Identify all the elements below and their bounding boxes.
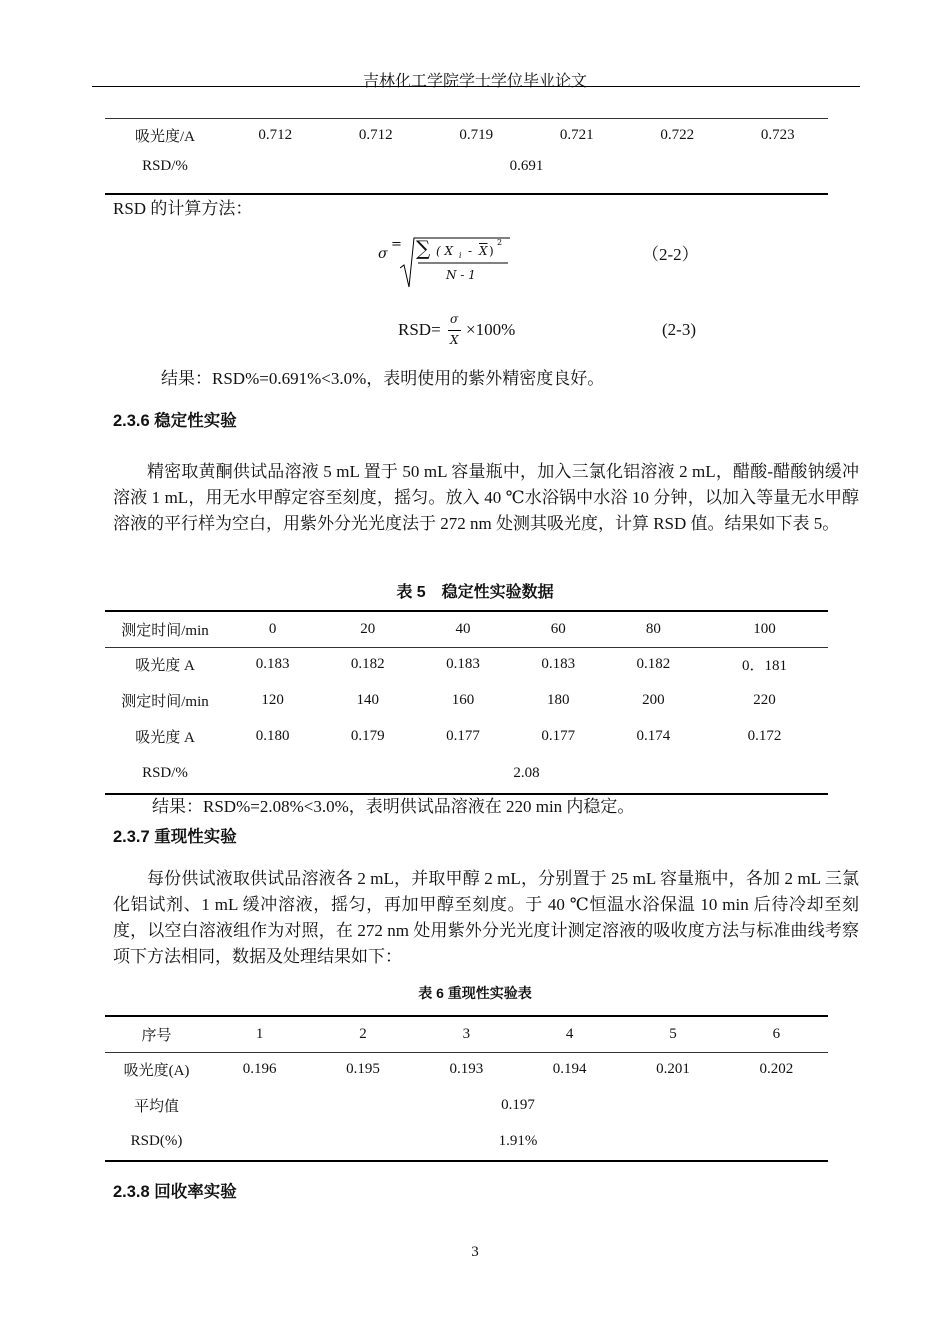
table-cell: 140 xyxy=(356,691,380,708)
table-cell: 序号 xyxy=(105,1016,208,1052)
table-cell: 0.201 xyxy=(656,1061,690,1078)
table-cell: 0.194 xyxy=(552,1061,587,1078)
table-cell: 0.721 xyxy=(527,119,628,152)
section-heading: 2.3.8 回收率实验 xyxy=(113,1183,237,1201)
table-cell: 0 xyxy=(225,611,320,647)
table-cell: 100 xyxy=(701,611,828,647)
table-cell: 0.712 xyxy=(225,119,326,152)
table-row xyxy=(105,647,828,682)
stability-paragraph: 精密取黄酮供试品溶液 5 mL 置于 50 mL 容量瓶中，加入三氯化铝溶液 2 mL，醋酸-醋酸钠缓冲溶液 1 mL，用无水甲醇定容至刻度，摇匀。放入 40 ℃水浴锅中水浴 10 分钟，以加入等量无水甲醇溶液的平行样为空白，用紫外分光光度法于 272 nm 处测其吸光度，计算 RSD 值。结果如下表 5。 xyxy=(113,462,859,533)
precision-result: 结果：RSD%=0.691%<3.0%，表明使用的紫外精密度良好。 xyxy=(161,369,605,388)
formula-xbar: $\overline{X}$ xyxy=(479,244,488,258)
table-cell: 2.08 xyxy=(225,754,828,794)
table-cell: 1 xyxy=(208,1016,311,1052)
reproducibility-table xyxy=(105,1015,828,1162)
rsd-fraction xyxy=(447,312,463,352)
fraction-denominator: X xyxy=(450,333,459,347)
table-cell: 3 xyxy=(415,1016,518,1052)
page-number: 3 xyxy=(471,1244,479,1260)
table-cell: 0.174 xyxy=(636,727,671,744)
table-row xyxy=(105,1016,828,1052)
table-cell: 0.177 xyxy=(541,727,576,744)
table-cell: RSD/% xyxy=(105,152,225,194)
table-cell: 0.172 xyxy=(747,727,782,744)
table-cell: 吸光度 A xyxy=(135,658,195,675)
table-cell: 吸光度 A xyxy=(135,729,195,746)
table-cell: 0.195 xyxy=(346,1061,380,1078)
table-cell: 200 xyxy=(642,691,665,708)
formula-equals: = xyxy=(391,237,402,252)
table-cell: 80 xyxy=(606,611,701,647)
table-cell: 0.182 xyxy=(350,656,385,673)
table-cell: 4 xyxy=(518,1016,621,1052)
table-cell: 测定时间/min xyxy=(121,693,209,710)
table-cell: 0.183 xyxy=(255,656,290,673)
formula-minus: - xyxy=(468,244,473,258)
table-cell: 0.691 xyxy=(225,152,828,194)
table-cell: 0.180 xyxy=(255,727,290,744)
table-caption: 表 5 稳定性实验数据 xyxy=(396,584,554,601)
table-cell: 1.91% xyxy=(208,1123,828,1161)
table-cell: 6 xyxy=(725,1016,828,1052)
table-cell: 0．181 xyxy=(742,658,788,675)
table-row xyxy=(105,682,828,718)
table-cell: 0.719 xyxy=(426,119,527,152)
table-cell: 吸光度/A xyxy=(105,119,225,152)
reproducibility-paragraph: 每份供试液取供试品溶液各 2 mL，并取甲醇 2 mL，分别置于 25 mL 容量瓶中，各加 2 mL 三氯化铝试剂、1 mL 缓冲溶液，摇匀，再加甲醇至刻度。于 40 ℃恒温水浴保温 10 min 后待冷却至刻度，以空白溶液组作为对照，在 272 nm 处用紫外分光光度计测定溶液的吸收度方法与标准曲线考察项下方法相同，数据及处理结果如下： xyxy=(113,869,859,966)
table-row xyxy=(105,611,828,647)
table-row xyxy=(105,1052,828,1087)
table-cell: 0.177 xyxy=(446,727,480,744)
table-cell: 0.183 xyxy=(446,656,480,673)
table-cell: 160 xyxy=(451,691,475,708)
running-header: 吉林化工学院学士学位毕业论文 xyxy=(362,73,587,90)
fraction-numerator: σ xyxy=(450,312,459,326)
header-rule xyxy=(92,86,860,87)
table-cell: 180 xyxy=(546,691,570,708)
table-row xyxy=(105,152,828,194)
table-cell: 0.202 xyxy=(759,1061,794,1078)
table-cell: 0.723 xyxy=(728,119,829,152)
table-cell: 120 xyxy=(261,691,284,708)
section-heading: 2.3.7 重现性实验 xyxy=(113,828,237,846)
table-cell: RSD(%) xyxy=(105,1123,208,1161)
table-row xyxy=(105,754,828,794)
table-cell: 0.182 xyxy=(636,656,671,673)
table-cell: RSD/% xyxy=(105,754,225,794)
table-row xyxy=(105,1087,828,1123)
table-row xyxy=(105,718,828,754)
table-cell: 0.179 xyxy=(350,727,385,744)
table-cell: 0.183 xyxy=(541,656,576,673)
equation-number: （2-2） xyxy=(642,245,699,264)
formula-close: ) xyxy=(489,244,494,258)
table-caption: 表 6 重现性实验表 xyxy=(418,985,532,1001)
stability-table xyxy=(105,610,828,795)
rsd-formula-prefix: RSD= xyxy=(398,320,441,339)
table-cell: 0.712 xyxy=(326,119,427,152)
rsd-formula-suffix: ×100% xyxy=(466,320,516,339)
table-cell: 60 xyxy=(511,611,606,647)
formula-sub-i: i xyxy=(459,251,462,260)
table-cell: 2 xyxy=(311,1016,414,1052)
sigma-formula xyxy=(376,234,516,290)
fraction-bar xyxy=(448,330,461,331)
formula-xi: ( X xyxy=(436,244,454,258)
equation-number: (2-3) xyxy=(662,320,696,339)
formula-square: 2 xyxy=(497,238,503,247)
table-cell: 40 xyxy=(415,611,510,647)
formula-denominator: N - 1 xyxy=(446,268,476,282)
table-cell: 吸光度(A) xyxy=(123,1063,190,1080)
table-row xyxy=(105,119,828,152)
formula-sigma: σ xyxy=(378,246,388,262)
table-cell: 20 xyxy=(320,611,415,647)
table-cell: 0.722 xyxy=(627,119,728,152)
table-cell: 测定时间/min xyxy=(105,611,225,647)
table-row xyxy=(105,1123,828,1161)
table-cell: 平均值 xyxy=(133,1098,179,1115)
table-cell: 0.196 xyxy=(242,1061,277,1078)
table-cell: 5 xyxy=(621,1016,724,1052)
rsd-method-label: RSD 的计算方法： xyxy=(113,199,253,218)
table-cell: 220 xyxy=(753,691,776,708)
formula-sum: ∑ xyxy=(416,236,431,260)
stability-result: 结果：RSD%=2.08%<3.0%，表明供试品溶液在 220 min 内稳定。 xyxy=(152,797,635,816)
table-cell: 0.193 xyxy=(449,1061,484,1078)
section-heading: 2.3.6 稳定性实验 xyxy=(113,412,237,430)
table-cell: 0.197 xyxy=(501,1096,535,1113)
precision-table xyxy=(105,118,828,195)
